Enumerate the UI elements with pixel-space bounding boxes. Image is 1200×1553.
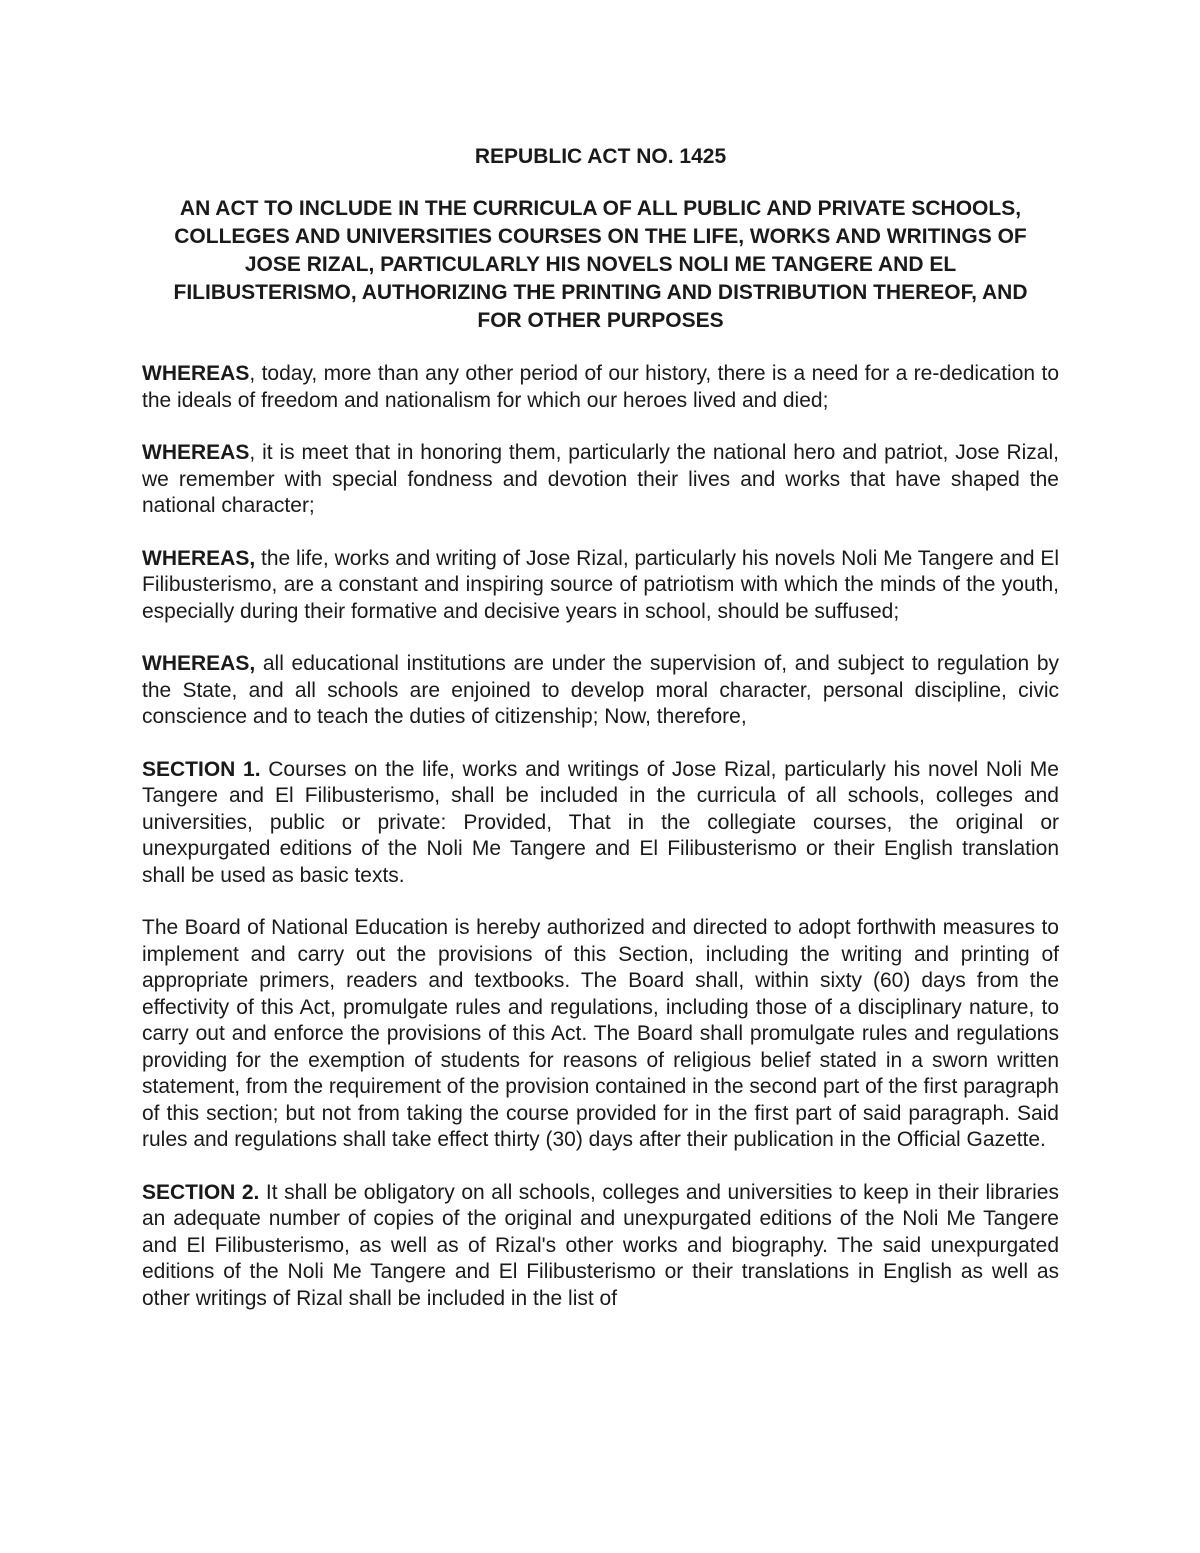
clause-text: , it is meet that in honoring them, particularly the national hero and patriot, Jose Rizal, we remember with special fondness and devotion their lives and works that have shaped the national character; bbox=[142, 441, 1059, 517]
whereas-clause-4 bbox=[142, 651, 1059, 731]
clause-lead: WHEREAS bbox=[142, 441, 250, 464]
section-text: The Board of National Education is hereby authorized and directed to adopt forthwith measures to implement and carry out the provisions of this Section, including the writing and printing of appropriate primers, readers and textbooks. The Board shall, within sixty (60) days from the effectivity of this Act, promulgate rules and regulations, including those of a disciplinary nature, to carry out and enforce the provisions of this Act. The Board shall promulgate rules and regulations providing for the exemption of students for reasons of religious belief stated in a sworn written statement, from the requirement of the provision contained in the second part of the first paragraph of this section; but not from taking the course provided for in the first part of said paragraph. Said rules and regulations shall take effect thirty (30) days after their publication in the Official Gazette. bbox=[142, 916, 1059, 1151]
clause-text: all educational institutions are under the supervision of, and subject to regulation by the State, and all schools are enjoined to develop moral character, personal discipline, civic conscience and to teach the duties of citizenship; Now, therefore, bbox=[142, 652, 1059, 728]
whereas-clause-2 bbox=[142, 440, 1059, 520]
section-text: It shall be obligatory on all schools, colleges and universities to keep in their libraries an adequate number of copies of the original and unexpurgated editions of the Noli Me Tangere and El Filibusterismo, as well as of Rizal's other works and biography. The said unexpurgated editions of the Noli Me Tangere and El Filibusterismo or their translations in English as well as other writings of Rizal shall be included in the list of bbox=[142, 1180, 1059, 1310]
section-1-board-paragraph bbox=[142, 915, 1059, 1154]
section-2 bbox=[142, 1180, 1059, 1313]
section-lead: SECTION 1. bbox=[142, 757, 261, 781]
clause-text: the life, works and writing of Jose Rizal, particularly his novels Noli Me Tangere and El Filibusterismo, are a constant and inspiring source of patriotism with which the minds of the youth, especially during their formative and decisive years in school, should be suffused; bbox=[142, 546, 1060, 623]
whereas-clause-3 bbox=[142, 546, 1059, 626]
act-title-heading: AN ACT TO INCLUDE IN THE CURRICULA OF ALL PUBLIC AND PRIVATE SCHOOLS, COLLEGES AND UNIVERSITIES COURSES ON THE LIFE, WORKS AND WRITINGS OF JOSE RIZAL, PARTICULARLY HIS NOVELS NOLI ME TANGERE AND EL FILIBUSTERISMO, AUTHORIZING THE PRINTING AND DISTRIBUTION THEREOF, AND FOR OTHER PURPOSES bbox=[173, 197, 1028, 332]
document-body bbox=[142, 143, 1059, 1312]
section-lead: SECTION 2. bbox=[142, 1180, 260, 1204]
section-1 bbox=[142, 757, 1059, 890]
section-text: Courses on the life, works and writings of Jose Rizal, particularly his novel Noli Me Tangere and El Filibusterismo, shall be included in the curricula of all schools, colleges and universities, public or private: Provided, That in the collegiate courses, the original or unexpurgated editions of the Noli Me Tangere and El Filibusterismo or their English translation shall be used as basic texts. bbox=[142, 757, 1059, 887]
clause-lead: WHEREAS, bbox=[142, 546, 256, 570]
clause-lead: WHEREAS bbox=[142, 362, 250, 385]
clause-lead: WHEREAS, bbox=[142, 652, 256, 675]
whereas-clause-1 bbox=[142, 361, 1059, 414]
clause-text: , today, more than any other period of our history, there is a need for a re-dedication to the ideals of freedom and nationalism for which our heroes lived and died; bbox=[142, 362, 1059, 412]
act-number-heading: REPUBLIC ACT NO. 1425 bbox=[474, 145, 727, 168]
